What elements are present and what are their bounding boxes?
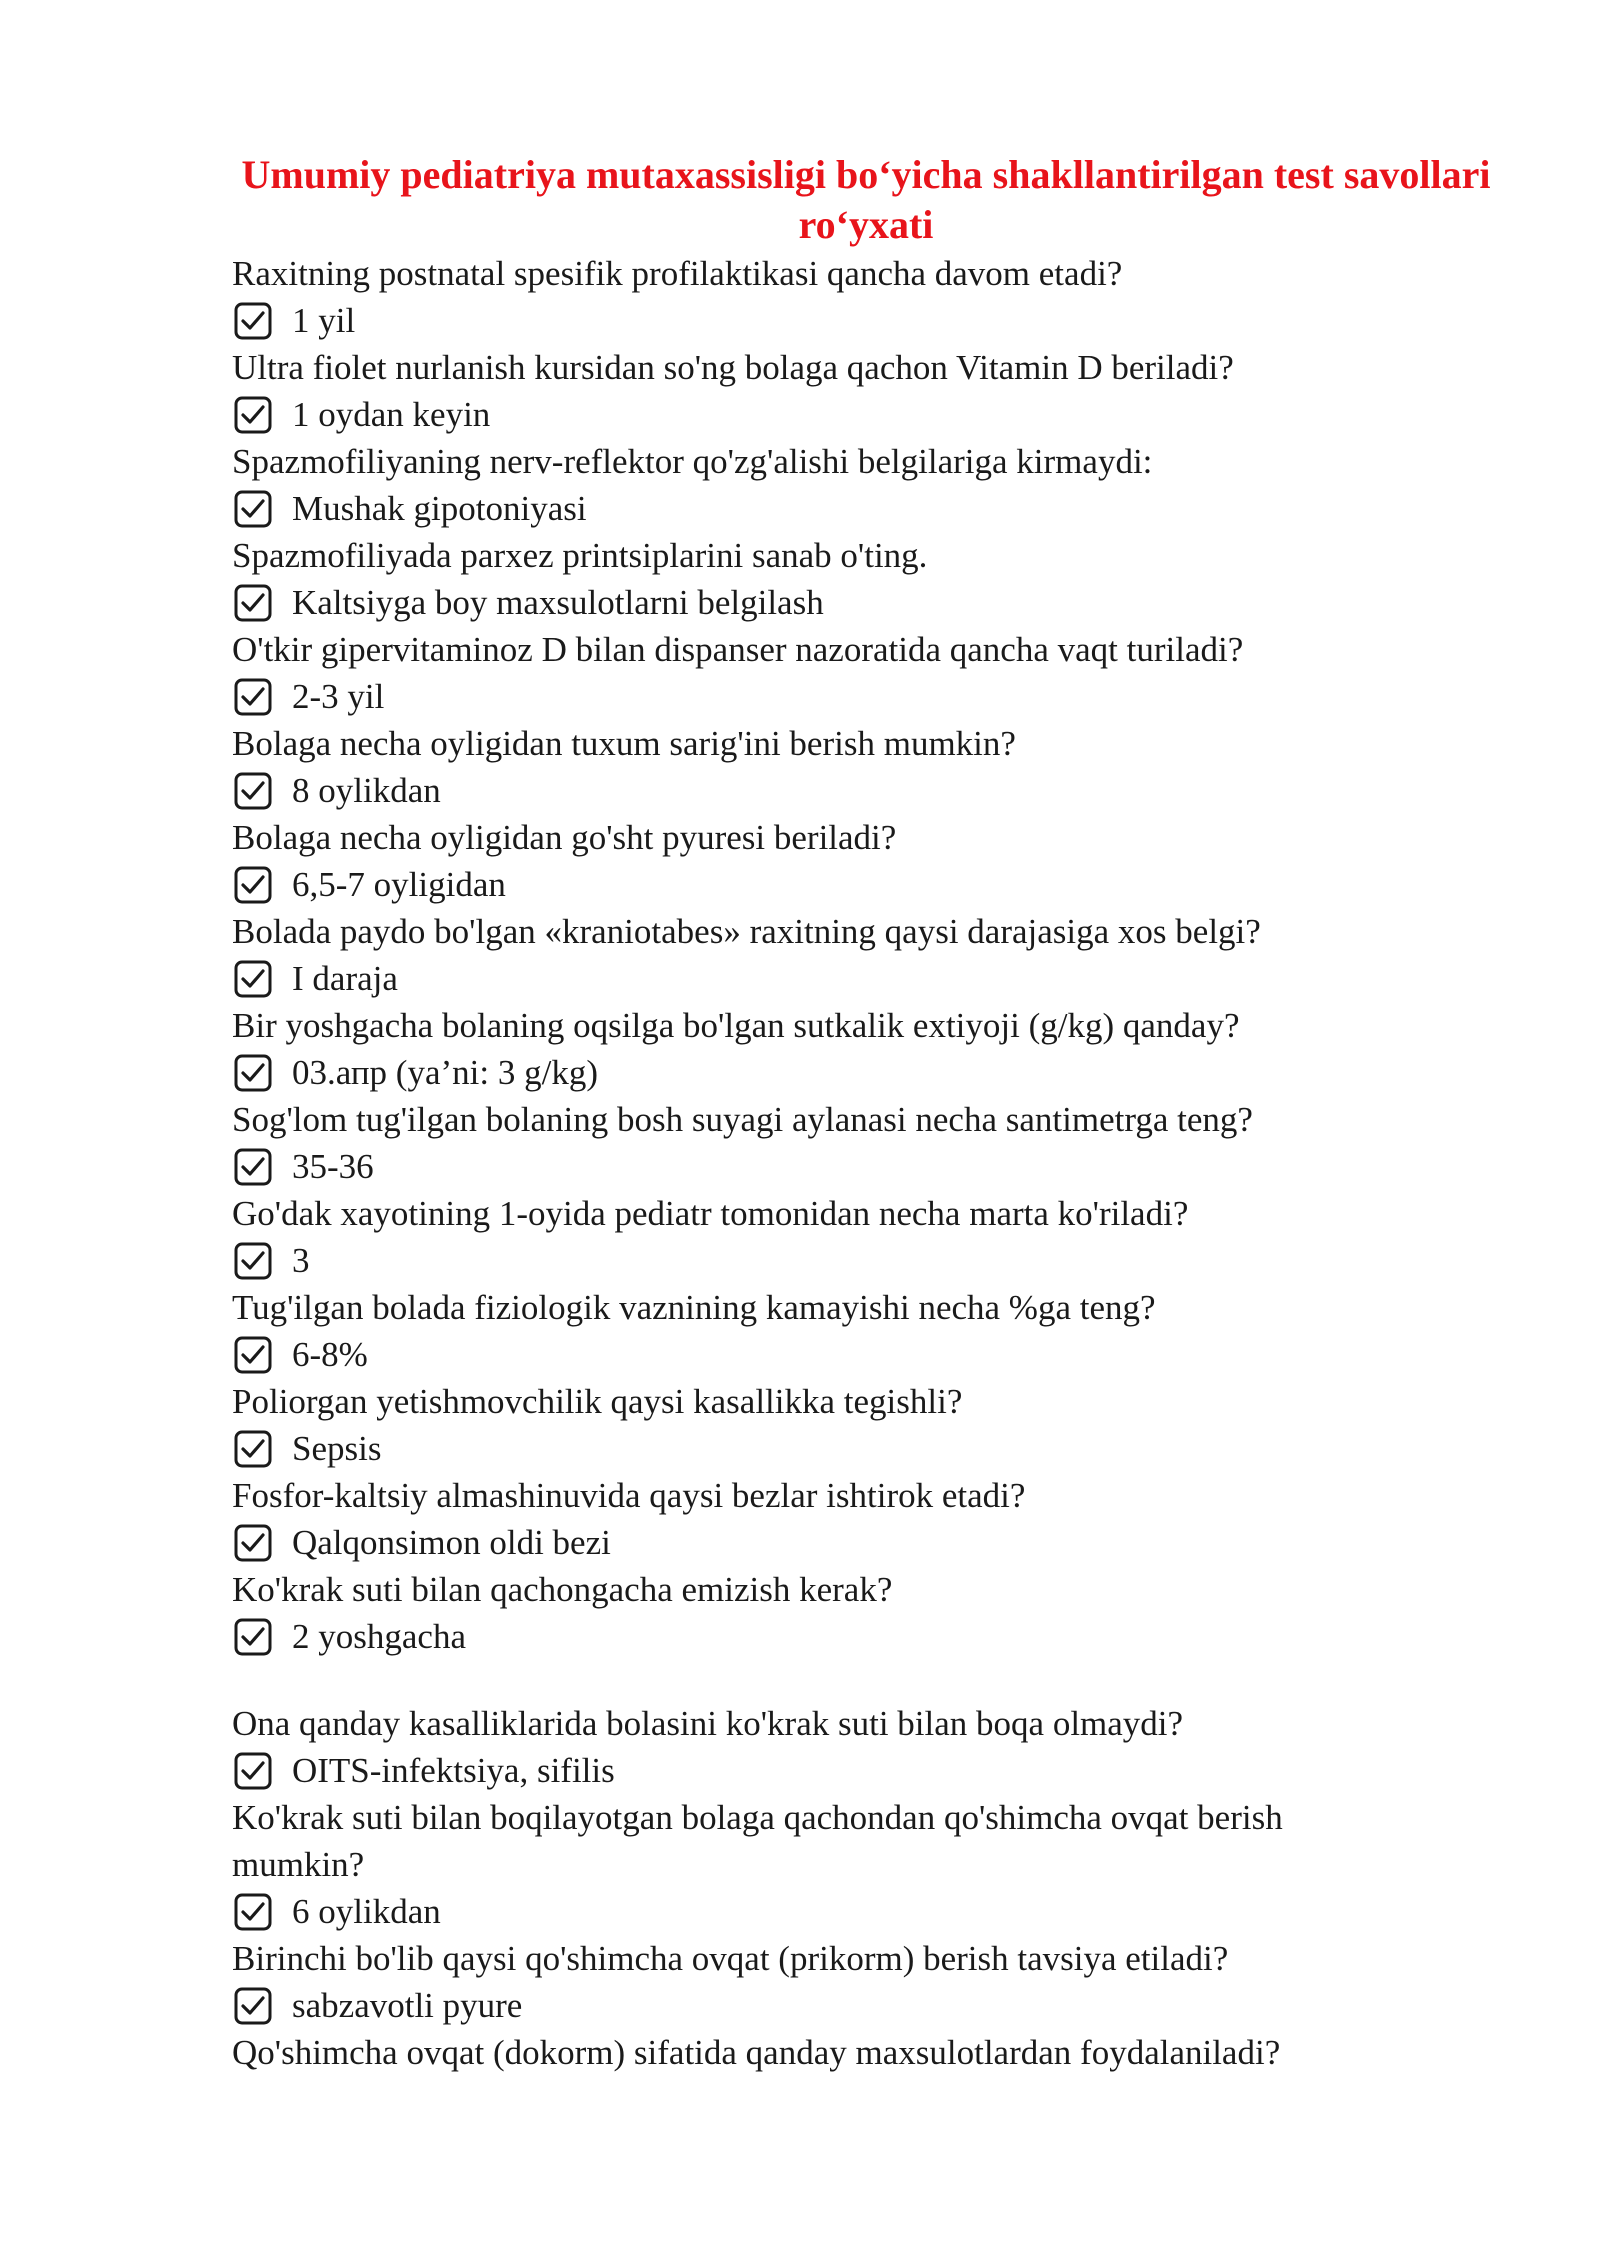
question-text: Tug'ilgan bolada fiziologik vaznining kamayishi necha %ga teng?: [232, 1288, 1156, 1327]
answer-text: 2-3 yil: [292, 677, 385, 716]
checkbox-checked-icon: [234, 1054, 272, 1092]
checkbox-checked-icon: [234, 490, 272, 528]
question-text: Bolaga necha oyligidan tuxum sarig'ini berish mumkin?: [232, 724, 1016, 763]
answer-row: [232, 1237, 1412, 1284]
answer-row: [232, 1143, 1412, 1190]
checkbox-checked-icon: [234, 960, 272, 998]
qa-list: [232, 250, 1412, 2076]
question-text: Birinchi bo'lib qaysi qo'shimcha ovqat (prikorm) berish tavsiya etiladi?: [232, 1939, 1229, 1978]
answer-row: [232, 1049, 1412, 1096]
answer-text: 6,5-7 oyligidan: [292, 865, 506, 904]
question-text: Qo'shimcha ovqat (dokorm) sifatida qanday maxsulotlardan foydalaniladi?: [232, 2033, 1281, 2072]
question-text: Poliorgan yetishmovchilik qaysi kasallikka tegishli?: [232, 1382, 963, 1421]
answer-row: [232, 1888, 1412, 1935]
question-text: Go'dak xayotining 1-oyida pediatr tomonidan necha marta ko'riladi?: [232, 1194, 1189, 1233]
answer-text: Qalqonsimon oldi bezi: [292, 1523, 611, 1562]
checkbox-checked-icon: [234, 1242, 272, 1280]
checkbox-checked-icon: [234, 584, 272, 622]
answer-text: 6-8%: [292, 1335, 368, 1374]
answer-row: [232, 579, 1412, 626]
answer-row: [232, 1519, 1412, 1566]
answer-text: I daraja: [292, 959, 398, 998]
question-text: Ultra fiolet nurlanish kursidan so'ng bolaga qachon Vitamin D beriladi?: [232, 348, 1234, 387]
document-title: Umumiy pediatriya mutaxassisligi bo‘yicha shakllantirilgan test savollari ro‘yxati: [241, 152, 1491, 247]
answer-row: [232, 1613, 1412, 1660]
answer-row: [232, 1425, 1412, 1472]
answer-row: [232, 673, 1412, 720]
answer-row: [232, 1982, 1412, 2029]
checkbox-checked-icon: [234, 1893, 272, 1931]
question-text: Sog'lom tug'ilgan bolaning bosh suyagi aylanasi necha santimetrga teng?: [232, 1100, 1253, 1139]
question-text: Ko'krak suti bilan qachongacha emizish kerak?: [232, 1570, 893, 1609]
answer-row: [232, 1747, 1412, 1794]
question-text: Bolaga necha oyligidan go'sht pyuresi beriladi?: [232, 818, 897, 857]
answer-row: [232, 767, 1412, 814]
answer-text: sabzavotli pyure: [292, 1986, 523, 2025]
checkbox-checked-icon: [234, 772, 272, 810]
answer-row: [232, 297, 1412, 344]
answer-row: [232, 955, 1412, 1002]
answer-text: OITS-infektsiya, sifilis: [292, 1751, 615, 1790]
question-text: Spazmofiliyada parxez printsiplarini sanab o'ting.: [232, 536, 928, 575]
checkbox-checked-icon: [234, 678, 272, 716]
checkbox-checked-icon: [234, 1987, 272, 2025]
answer-text: 3: [292, 1241, 310, 1280]
answer-text: Sepsis: [292, 1429, 382, 1468]
answer-text: 03.апр (ya’ni: 3 g/kg): [292, 1053, 598, 1092]
answer-text: 6 oylikdan: [292, 1892, 441, 1931]
checkbox-checked-icon: [234, 1752, 272, 1790]
answer-text: 35-36: [292, 1147, 374, 1186]
question-text: Fosfor-kaltsiy almashinuvida qaysi bezlar ishtirok etadi?: [232, 1476, 1026, 1515]
question-text: Raxitning postnatal spesifik profilaktikasi qancha davom etadi?: [232, 254, 1123, 293]
checkbox-checked-icon: [234, 1336, 272, 1374]
checkbox-checked-icon: [234, 396, 272, 434]
question-text: Ko'krak suti bilan boqilayotgan bolaga qachondan qo'shimcha ovqat berish mumkin?: [232, 1798, 1283, 1884]
checkbox-checked-icon: [234, 302, 272, 340]
answer-text: 1 yil: [292, 301, 356, 340]
answer-text: Mushak gipotoniyasi: [292, 489, 587, 528]
checkbox-checked-icon: [234, 1430, 272, 1468]
answer-row: [232, 485, 1412, 532]
blank-line: [232, 1660, 1412, 1700]
checkbox-checked-icon: [234, 1524, 272, 1562]
checkbox-checked-icon: [234, 1618, 272, 1656]
answer-text: Kaltsiyga boy maxsulotlarni belgilash: [292, 583, 824, 622]
answer-row: [232, 391, 1412, 438]
question-text: Bolada paydo bo'lgan «kraniotabes» raxitning qaysi darajasiga xos belgi?: [232, 912, 1261, 951]
question-text: Spazmofiliyaning nerv-reflektor qo'zg'alishi belgilariga kirmaydi:: [232, 442, 1153, 481]
checkbox-checked-icon: [234, 866, 272, 904]
answer-text: 8 oylikdan: [292, 771, 441, 810]
answer-text: 2 yoshgacha: [292, 1617, 466, 1656]
checkbox-checked-icon: [234, 1148, 272, 1186]
question-text: Ona qanday kasalliklarida bolasini ko'krak suti bilan boqa olmaydi?: [232, 1704, 1184, 1743]
answer-row: [232, 861, 1412, 908]
question-text: O'tkir gipervitaminoz D bilan dispanser nazoratida qancha vaqt turiladi?: [232, 630, 1244, 669]
question-text: Bir yoshgacha bolaning oqsilga bo'lgan sutkalik extiyoji (g/kg) qanday?: [232, 1006, 1240, 1045]
answer-text: 1 oydan keyin: [292, 395, 491, 434]
answer-row: [232, 1331, 1412, 1378]
